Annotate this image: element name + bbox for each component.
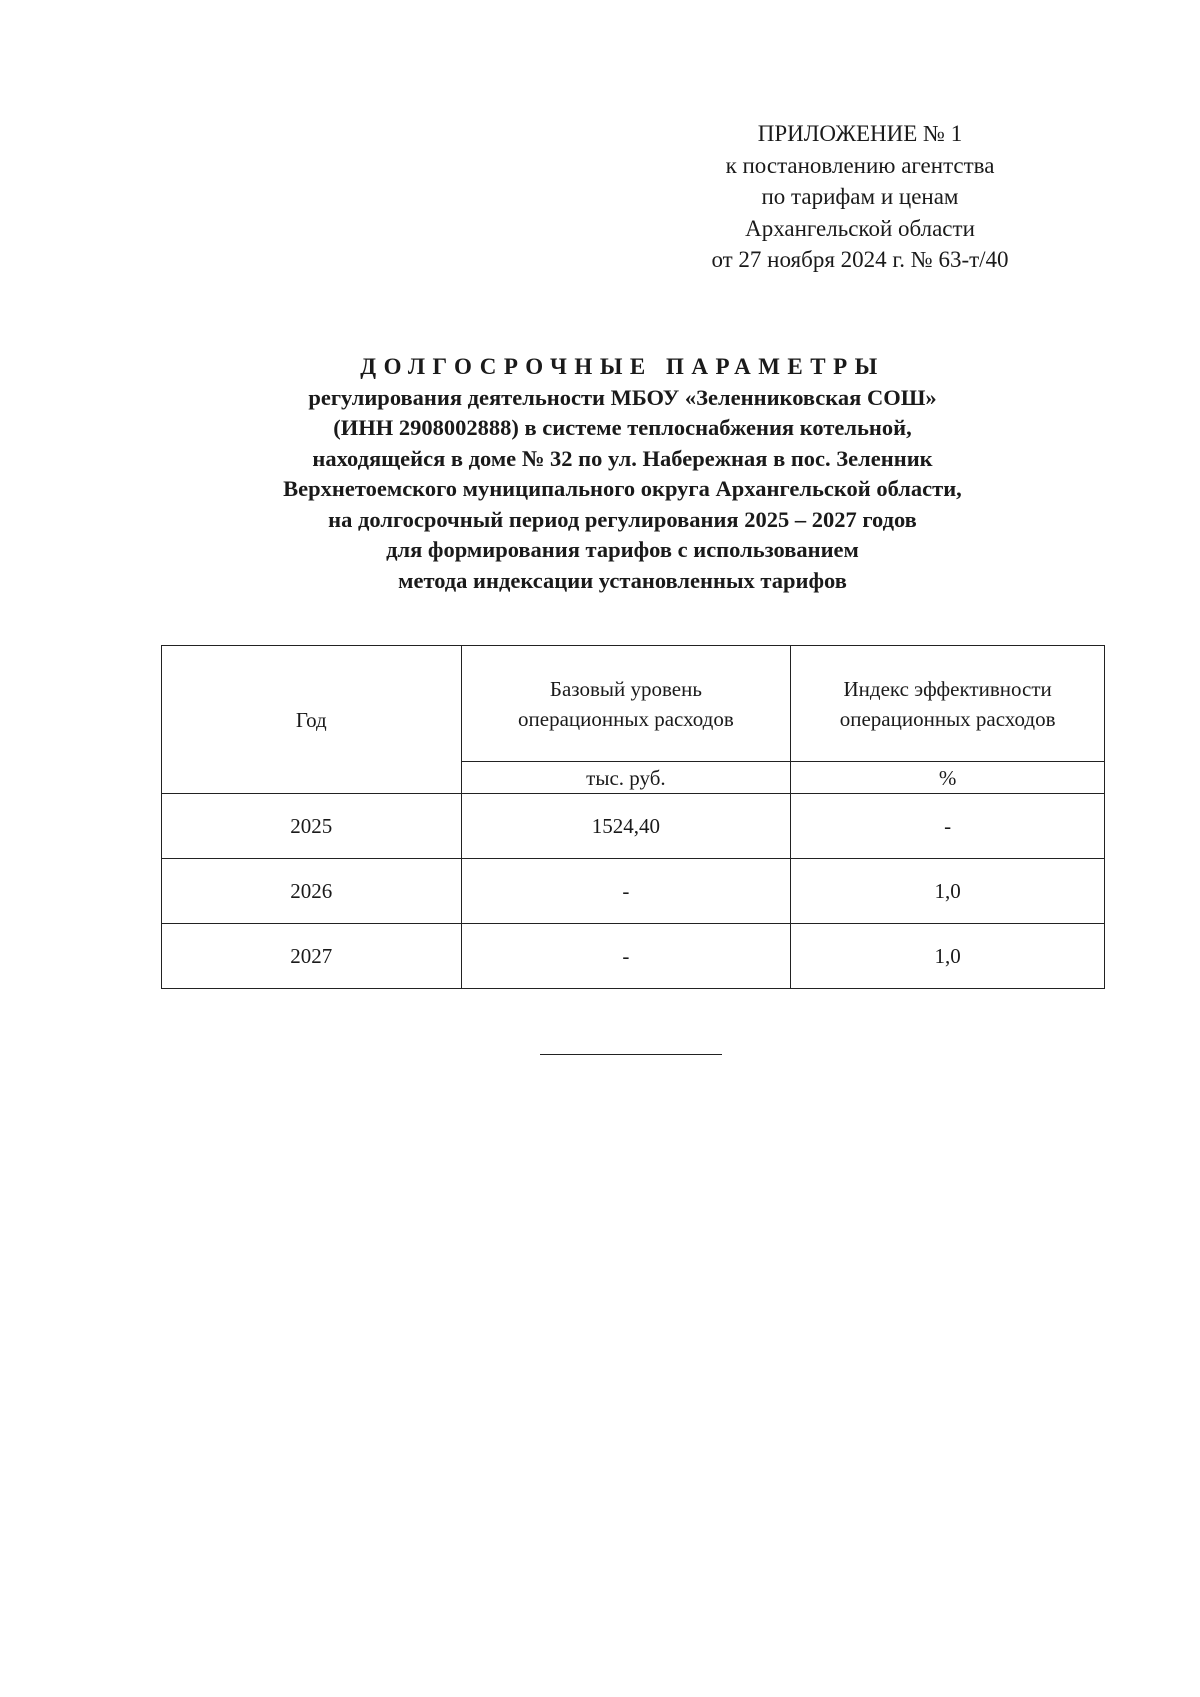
parameters-table: [161, 645, 1105, 989]
annex-reference: к постановлению агентства: [725, 152, 995, 178]
cell-base: 1524,40: [461, 794, 791, 859]
title-heading: ДОЛГОСРОЧНЫЕ ПАРАМЕТРЫ: [360, 354, 885, 379]
cell-year: 2027: [162, 924, 462, 989]
header-index-line: Индекс эффективности: [843, 676, 1052, 701]
header-base-line: Базовый уровень: [549, 676, 702, 701]
header-index-line: операционных расходов: [839, 706, 1056, 731]
annex-agency: по тарифам и ценам: [761, 184, 959, 209]
cell-index: 1,0: [791, 859, 1105, 924]
header-base-line: операционных расходов: [518, 706, 734, 731]
header-year: Год: [162, 646, 462, 794]
annex-header: [690, 118, 1030, 276]
cell-index: 1,0: [791, 924, 1105, 989]
title-line: (ИНН 2908002888) в системе теплоснабжения котельной,: [333, 415, 912, 440]
cell-year: 2026: [162, 859, 462, 924]
table-row: [162, 794, 1105, 859]
cell-year: 2025: [162, 794, 462, 859]
header-base-level: [461, 646, 791, 762]
end-divider: [540, 1054, 722, 1055]
annex-date: от 27 ноября 2024 г. № 63-т/40: [711, 247, 1009, 272]
unit-index: %: [791, 762, 1105, 794]
table-row: [162, 924, 1105, 989]
title-line: регулирования деятельности МБОУ «Зеленниковская СОШ»: [308, 384, 937, 410]
annex-region: Архангельской области: [745, 215, 975, 241]
annex-number: ПРИЛОЖЕНИЕ № 1: [757, 121, 963, 146]
unit-base: тыс. руб.: [461, 762, 791, 794]
title-line: находящейся в доме № 32 по ул. Набережная в пос. Зеленник: [312, 445, 933, 471]
header-efficiency-index: [791, 646, 1105, 762]
table-row: [162, 859, 1105, 924]
title-line: Верхнетоемского муниципального округа Архангельской области,: [283, 476, 962, 501]
cell-index: -: [791, 794, 1105, 859]
table-header-row: [162, 646, 1105, 762]
title-line: для формирования тарифов с использованием: [386, 537, 859, 562]
document-title: [150, 352, 1095, 596]
cell-base: -: [461, 859, 791, 924]
title-line: на долгосрочный период регулирования 2025 – 2027 годов: [328, 506, 917, 532]
cell-base: -: [461, 924, 791, 989]
title-line: метода индексации установленных тарифов: [398, 567, 847, 593]
